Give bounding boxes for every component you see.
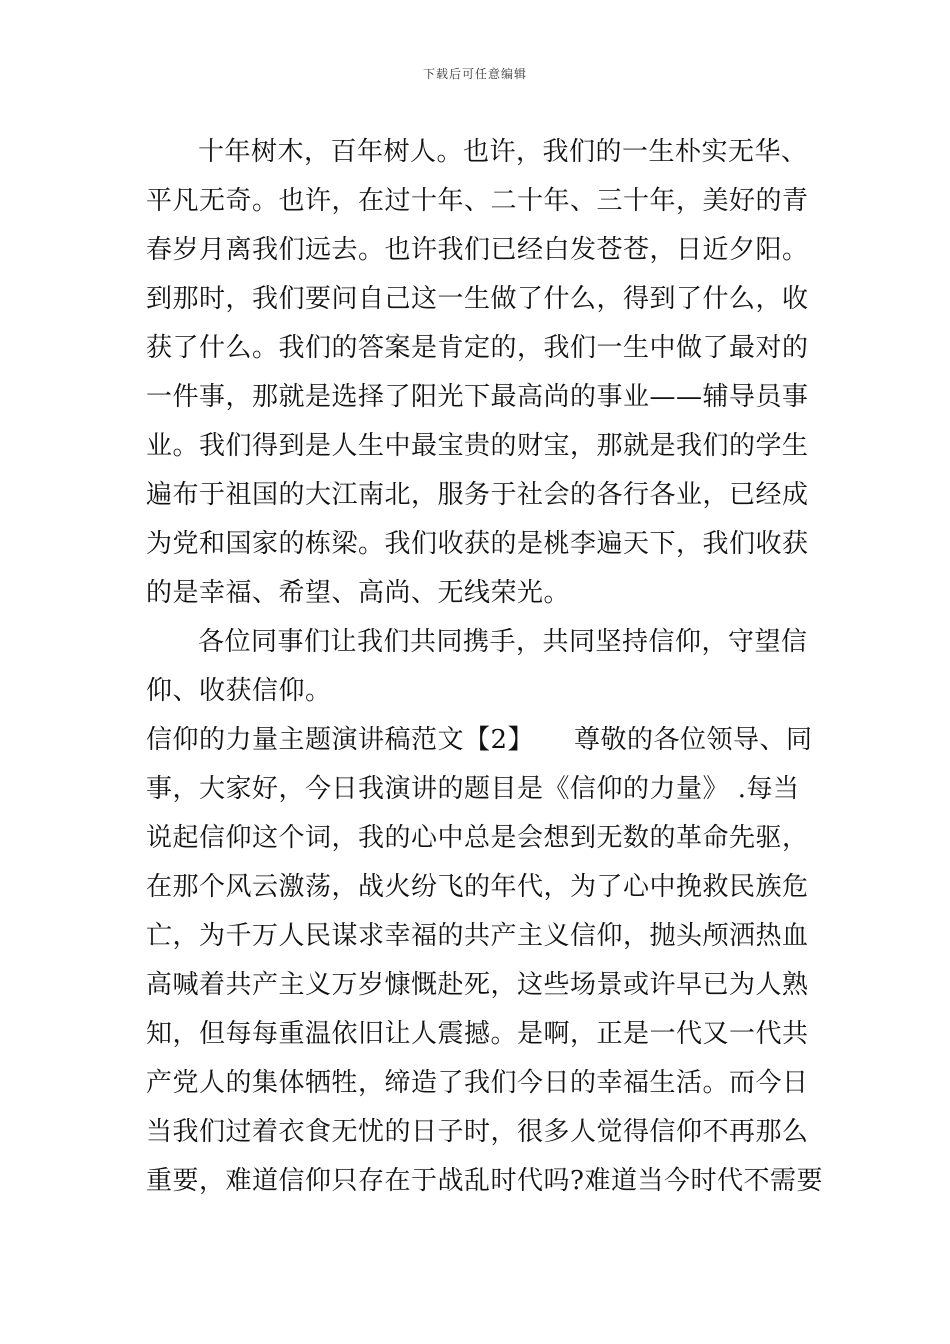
document-body bbox=[146, 128, 823, 1206]
text-line: 说起信仰这个词，我的心中总是会想到无数的革命先驱， bbox=[146, 823, 809, 853]
text-line: 产党人的集体牺牲，缔造了我们今日的幸福生活。而今日 bbox=[146, 1068, 809, 1098]
text-line: 仰、收获信仰。 bbox=[146, 676, 332, 706]
text-line: 春岁月离我们远去。也许我们已经白发苍苍，日近夕阳。 bbox=[146, 235, 809, 265]
text-line: 平凡无奇。也许，在过十年、二十年、三十年，美好的青 bbox=[146, 186, 809, 216]
speech-opening: 尊敬的各位领导、同 bbox=[574, 725, 813, 755]
text-line: 亡，为千万人民谋求幸福的共产主义信仰，抛头颅洒热血 bbox=[146, 921, 809, 951]
text-line: 遍布于祖国的大江南北，服务于社会的各行各业，已经成 bbox=[146, 480, 809, 510]
text-line: 高喊着共产主义万岁慷慨赴死，这些场景或许早已为人熟 bbox=[146, 970, 809, 1000]
text-line: 在那个风云激荡，战火纷飞的年代，为了心中挽救民族危 bbox=[146, 872, 809, 902]
text-line: 事，大家好，今日我演讲的题目是《信仰的力量》 .每当 bbox=[146, 774, 800, 804]
text-line: 当我们过着衣食无忧的日子时，很多人觉得信仰不再那么 bbox=[146, 1117, 809, 1147]
section-heading-line bbox=[146, 716, 812, 765]
section-heading: 信仰的力量主题演讲稿范文【2】 bbox=[146, 725, 535, 755]
text-line: 到那时，我们要问自己这一生做了什么，得到了什么，收 bbox=[146, 284, 809, 314]
text-line: 获了什么。我们的答案是肯定的，我们一生中做了最对的 bbox=[146, 333, 809, 363]
header-note: 下载后可任意编辑 bbox=[422, 67, 527, 81]
text-line: 业。我们得到是人生中最宝贵的财宝，那就是我们的学生 bbox=[146, 431, 809, 461]
text-line: 各位同事们让我们共同携手，共同坚持信仰，守望信 bbox=[198, 627, 808, 657]
text-line: 重要，难道信仰只存在于战乱时代吗?难道当今时代不需要 bbox=[146, 1166, 823, 1196]
text-line: 十年树木，百年树人。也许，我们的一生朴实无华、 bbox=[198, 137, 808, 167]
text-line: 知，但每每重温依旧让人震撼。是啊，正是一代又一代共 bbox=[146, 1019, 809, 1049]
text-line: 的是幸福、希望、高尚、无线荣光。 bbox=[146, 578, 571, 608]
text-line: 为党和国家的栋梁。我们收获的是桃李遍天下，我们收获 bbox=[146, 529, 809, 559]
text-line: 一件事，那就是选择了阳光下最高尚的事业——辅导员事 bbox=[146, 382, 809, 412]
